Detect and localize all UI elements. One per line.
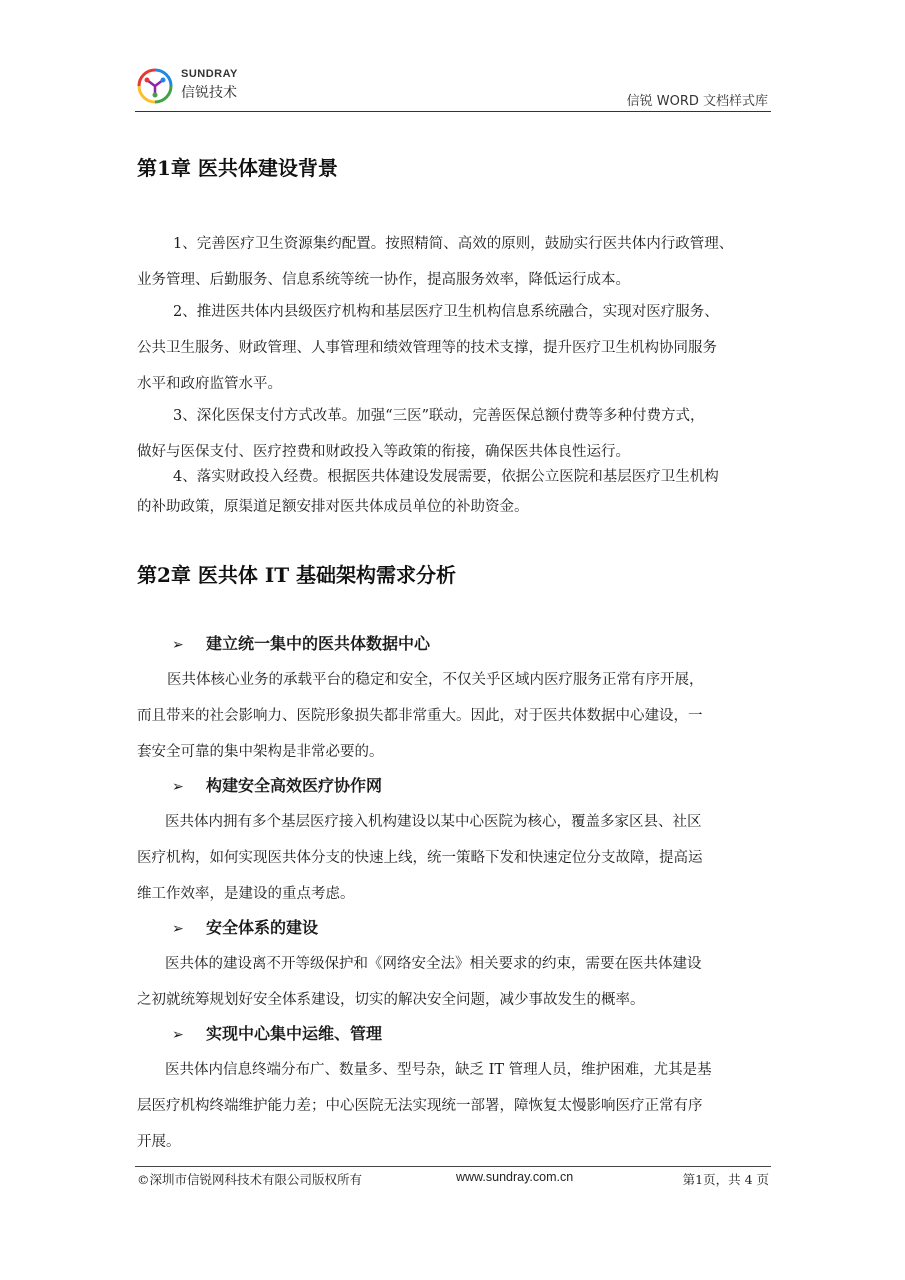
arrow-bullet-icon: ➢: [172, 779, 184, 795]
paragraph-line: 公共卫生服务、财政管理、人事管理和绩效管理等的技术支撑，提升医疗卫生机构协同服务: [137, 340, 717, 356]
paragraph-line: 医疗机构，如何实现医共体分支的快速上线，统一策略下发和快速定位分支故障，提高运: [137, 850, 703, 866]
section-body-data-center: [137, 662, 777, 770]
paragraph-line: 医共体内拥有多个基层医疗接入机构建设以某中心医院为核心，覆盖多家区县、社区: [165, 814, 702, 830]
paragraph-line: 水平和政府监管水平。: [137, 376, 282, 392]
section-heading-security-system: [172, 915, 318, 938]
paragraph-line: 层医疗机构终端维护能力差；中心医院无法实现统一部署，障恢复太慢影响医疗正常有序: [137, 1098, 703, 1114]
paragraph-line: 之初就统筹规划好安全体系建设，切实的解决安全问题，减少事故发生的概率。: [137, 992, 645, 1008]
section-heading-text: 实现中心集中运维、管理: [206, 1024, 383, 1043]
section-body-central-ops: [137, 1052, 777, 1160]
chapter-1-paragraph-1: [137, 226, 777, 298]
header-divider: [135, 111, 771, 112]
chapter-2-title: 第2章 医共体 IT 基础架构需求分析: [137, 563, 457, 587]
section-body-collaboration-network: [137, 804, 777, 912]
paragraph-line: 维工作效率，是建设的重点考虑。: [137, 886, 355, 902]
paragraph-line: 4、落实财政投入经费。根据医共体建设发展需要，依据公立医院和基层医疗卫生机构: [173, 469, 719, 485]
chapter-1-paragraph-3: [137, 398, 777, 470]
section-heading-text: 构建安全高效医疗协作网: [206, 776, 383, 795]
arrow-bullet-icon: ➢: [172, 637, 184, 653]
chapter-1-title: 第1章 医共体建设背景: [137, 156, 338, 180]
paragraph-line: 1、完善医疗卫生资源集约配置。按照精简、高效的原则，鼓励实行医共体内行政管理、: [173, 236, 734, 252]
section-heading-data-center: [172, 631, 430, 654]
section-body-security-system: [137, 946, 777, 1018]
footer-divider: [135, 1166, 771, 1167]
paragraph-line: 套安全可靠的集中架构是非常必要的。: [137, 744, 384, 760]
section-heading-text: 建立统一集中的医共体数据中心: [206, 634, 431, 653]
paragraph-line: 而且带来的社会影响力、医院形象损失都非常重大。因此，对于医共体数据中心建设，一: [137, 708, 703, 724]
paragraph-line: 医共体的建设离不开等级保护和《网络安全法》相关要求的约束，需要在医共体建设: [165, 956, 702, 972]
header-title: 信锐 WORD 文档样式库: [626, 94, 768, 109]
logo-text-en: SUNDRAY: [181, 68, 238, 80]
paragraph-line: 2、推进医共体内县级医疗机构和基层医疗卫生机构信息系统融合，实现对医疗服务、: [173, 304, 719, 320]
paragraph-line: 医共体核心业务的承载平台的稳定和安全，不仅关乎区域内医疗服务正常有序开展，: [167, 672, 704, 688]
logo-text-cn: 信锐技术: [181, 85, 237, 101]
paragraph-line: 的补助政策，原渠道足额安排对医共体成员单位的补助资金。: [137, 499, 529, 515]
paragraph-line: 3、深化医保支付方式改革。加强“三医”联动，完善医保总额付费等多种付费方式，: [173, 408, 705, 424]
paragraph-line: 做好与医保支付、医疗控费和财政投入等政策的衔接，确保医共体良性运行。: [137, 444, 630, 460]
section-heading-collaboration-network: [172, 773, 382, 796]
paragraph-line: 开展。: [137, 1134, 181, 1150]
arrow-bullet-icon: ➢: [172, 921, 184, 937]
chapter-1-paragraph-2: [137, 294, 777, 402]
arrow-bullet-icon: ➢: [172, 1027, 184, 1043]
company-logo: [135, 64, 295, 106]
section-heading-central-ops: [172, 1021, 382, 1044]
paragraph-line: 医共体内信息终端分布广、数量多、型号杂，缺乏 IT 管理人员，维护困难，尤其是基: [165, 1062, 712, 1078]
section-heading-text: 安全体系的建设: [206, 918, 319, 937]
footer-page-number: 第1页，共 4 页: [682, 1172, 769, 1187]
footer-copyright: ©深圳市信锐网科技术有限公司版权所有: [137, 1172, 363, 1187]
logo-mark-icon: [135, 66, 175, 106]
paragraph-line: 业务管理、后勤服务、信息系统等统一协作，提高服务效率，降低运行成本。: [137, 272, 630, 288]
footer-website: www.sundray.com.cn: [456, 1170, 574, 1184]
chapter-1-paragraph-4: [137, 462, 777, 522]
